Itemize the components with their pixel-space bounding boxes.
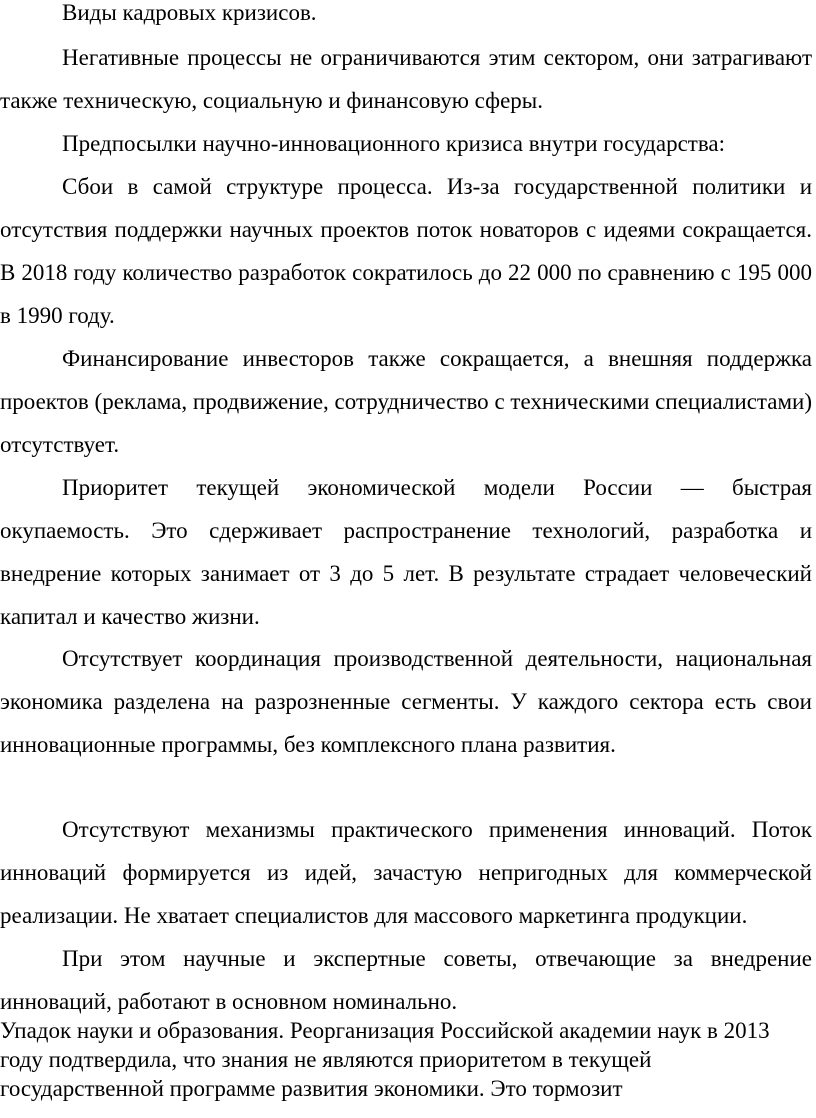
paragraph-10: Упадок науки и образования. Реорганизация Российской академии наук в 2013 году подтвердила, что знания не являются приоритетом в текущей государственной программе развития экономики. Это тормозит [0,1018,770,1101]
paragraph-9: При этом научные и экспертные советы, отвечающие за внедрение инноваций, работают в основном номинально. [0,946,812,1014]
paragraph-5: Финансирование инвесторов также сокращается, а внешняя поддержка проектов (реклама, продвижение, сотрудничество с техническими специалистами) отсутствует. [0,346,812,457]
paragraph-6: Приоритет текущей экономической модели России — быстрая окупаемость. Это сдерживает распространение технологий, разработка и внедрение которых занимает от 3 до 5 лет. В результате страдает человеческий капитал и качество жизни. [0,475,812,629]
paragraph-1: Виды кадровых кризисов. [62,0,317,25]
paragraph-4: Сбои в самой структуре процесса. Из-за государственной политики и отсутствия поддержки научных проектов поток новаторов с идеями сокращается. В 2018 году количество разработок сократилось до 22 000 по сравнению с 195 000 в 1990 году. [0,174,812,328]
paragraph-7: Отсутствует координация производственной деятельности, национальная экономика разделена на разрозненные сегменты. У каждого сектора есть свои инновационные программы, без комплексного плана развития. [0,646,812,757]
paragraph-8: Отсутствуют механизмы практического применения инноваций. Поток инноваций формируется из идей, зачастую непригодных для коммерческой реализации. Не хватает специалистов для массового маркетинга продукции. [0,817,812,928]
paragraph-2: Негативные процессы не ограничиваются этим сектором, они затрагивают также техническую, социальную и финансовую сферы. [0,45,812,113]
paragraph-3: Предпосылки научно-инновационного кризиса внутри государства: [62,131,725,156]
